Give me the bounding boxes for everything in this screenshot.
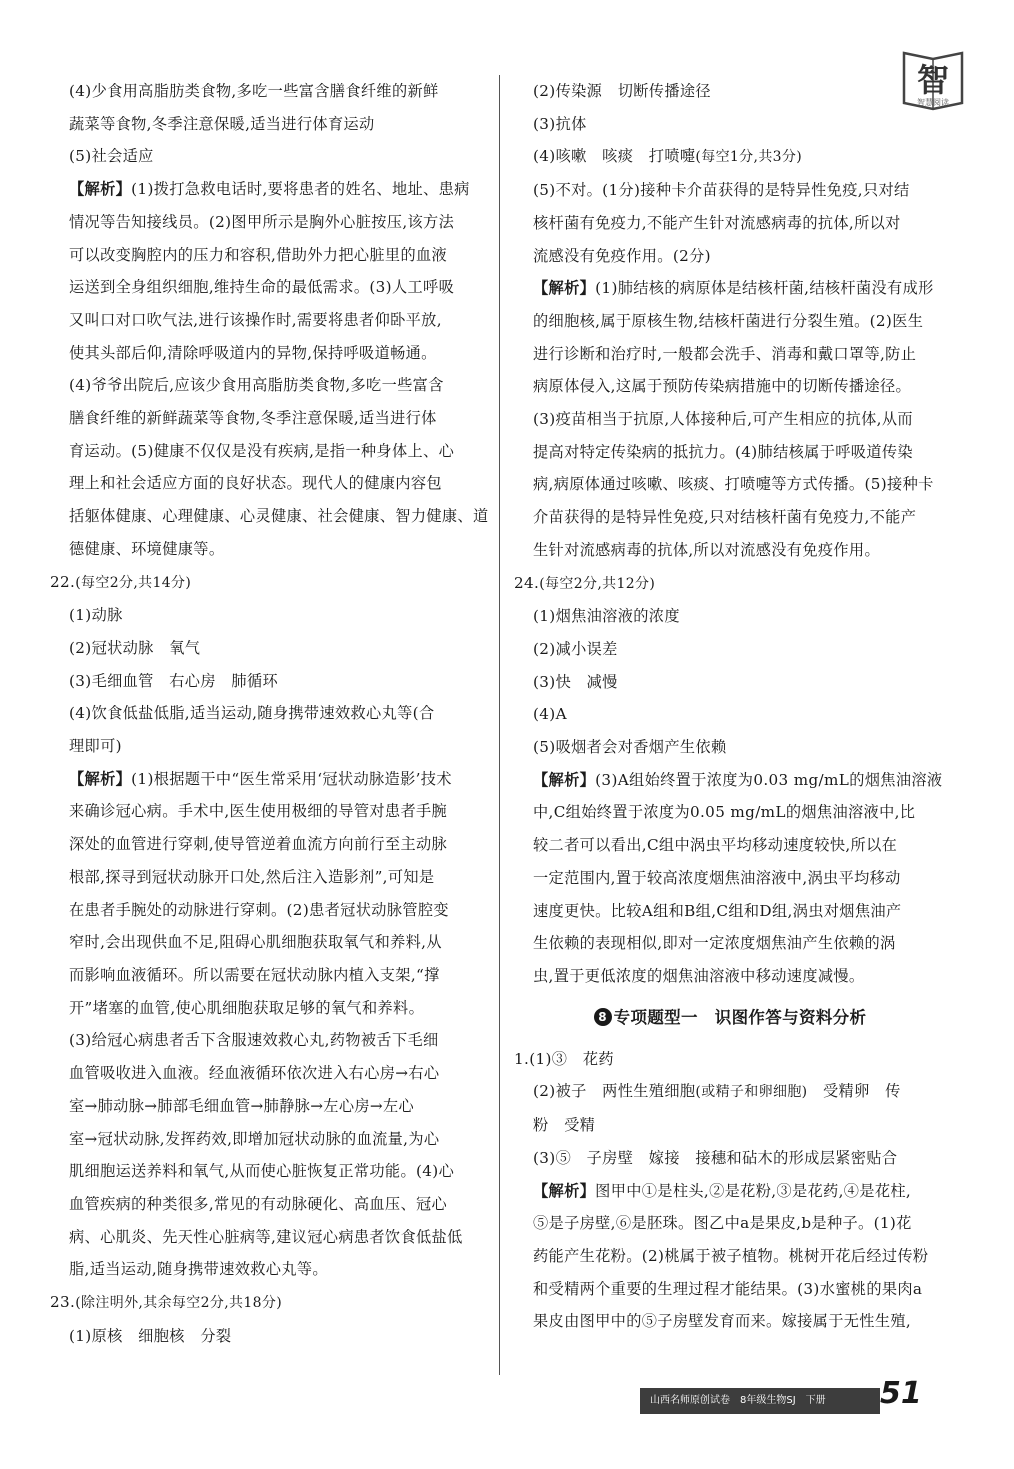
- text-line: [514, 436, 946, 469]
- line-text: (3)A组始终置于浓度为0.03 mg/mL的烟焦油溶液: [595, 770, 943, 789]
- text-line: [514, 305, 946, 338]
- line-text: 和受精两个重要的生理过程才能结果。(3)水蜜桃的果肉a: [533, 1279, 923, 1298]
- text-line: [514, 240, 946, 273]
- text-line: [50, 959, 490, 992]
- line-text: 来确诊冠心病。手术中,医生使用极细的导管对患者手腕: [69, 802, 448, 821]
- analysis-tag: 【解析】: [69, 180, 132, 199]
- line-text: (5)吸烟者会对香烟产生依赖: [533, 738, 727, 757]
- line-text: 室→肺动脉→肺部毛细血管→肺静脉→左心房→左心: [69, 1096, 415, 1115]
- analysis-tag: 【解析】: [533, 279, 596, 298]
- text-line: [514, 1142, 946, 1175]
- line-text: 介苗获得的是特异性免疫,只对结核杆菌有免疫力,不能产: [533, 508, 917, 527]
- line-text: 深处的血管进行穿刺,使导管逆着血流方向前行至主动脉: [69, 835, 448, 854]
- line-text: (4)A: [533, 705, 567, 724]
- line-text: 肌细胞运送养料和氧气,从而使心脏恢复正常功能。(4)心: [69, 1162, 455, 1181]
- line-text: 室→冠状动脉,发挥药效,即增加冠状动脉的血流量,为心: [69, 1129, 440, 1148]
- text-line: [514, 174, 946, 207]
- line-text: (2)传染源 切断传播途径: [533, 82, 711, 100]
- line-text: 在患者手腕处的动脉进行穿刺。(2)患者冠状动脉管腔变: [69, 900, 449, 919]
- line-text: 生针对流感病毒的抗体,所以对流感没有免疫作用。: [533, 540, 881, 559]
- text-line: [514, 862, 946, 895]
- text-line: [514, 1240, 946, 1273]
- line-text: 的细胞核,属于原核生物,结核杆菌进行分裂生殖。(2)医生: [533, 311, 924, 330]
- text-line: [514, 1207, 946, 1240]
- line-text: 速度更快。比较A组和B组,C组和D组,涡虫对烟焦油产: [533, 901, 902, 920]
- line-text: 进行诊断和治疗时,一般都会洗手、消毒和戴口罩等,防止: [533, 344, 917, 363]
- text-line: [514, 829, 946, 862]
- text-line: [514, 796, 946, 829]
- text-line: [50, 467, 490, 500]
- text-line: [514, 1075, 946, 1109]
- line-text: 虫,置于更低浓度的烟焦油溶液中移动速度减慢。: [533, 966, 865, 985]
- text-line: [50, 795, 490, 828]
- score-note: (每空1分,共3分): [695, 149, 803, 166]
- line-text: 一定范围内,置于较高浓度烟焦油溶液中,涡虫平均移动: [533, 868, 901, 887]
- text-line: [50, 337, 490, 370]
- line-text: (3)快 减慢: [533, 672, 618, 691]
- text-line: [50, 533, 490, 566]
- text-line: [50, 140, 490, 173]
- line-text: 又叫口对口吹气法,进行该操作时,需要将患者仰卧平放,: [69, 310, 442, 329]
- line-text: 血管吸收进入血液。经血液循环依次进入右心房→右心: [69, 1064, 440, 1083]
- line-text: (1)拨打急救电话时,要将患者的姓名、地址、患病: [131, 180, 470, 199]
- text-line: [50, 402, 490, 435]
- text-line: [514, 1109, 946, 1142]
- text-line: [50, 1057, 490, 1090]
- section-number-badge: 8: [594, 1008, 612, 1026]
- text-line: [50, 1221, 490, 1254]
- right-column: [514, 75, 946, 1338]
- line-text: 血管疾病的种类很多,常见的有动脉硬化、高血压、冠心: [69, 1194, 448, 1213]
- text-line: [50, 665, 490, 698]
- line-text: (1)原核 细胞核 分裂: [69, 1326, 232, 1345]
- line-text: 生依赖的表现相似,即对一定浓度烟焦油产生依赖的涡: [533, 934, 896, 953]
- line-text: 根部,探寻到冠状动脉开口处,然后注入造影剂”,可知是: [69, 867, 435, 886]
- text-line: [514, 567, 946, 601]
- text-line: [514, 108, 946, 141]
- text-line: [50, 1320, 490, 1353]
- score-note: (每空2分,共12分): [539, 575, 656, 592]
- page-number: 51: [880, 1376, 922, 1411]
- text-line: [50, 271, 490, 304]
- line-text: 使其头部后仰,清除呼吸道内的异物,保持呼吸道畅通。: [69, 343, 437, 362]
- line-text: 育运动。(5)健康不仅仅是没有疾病,是指一种身体上、心: [69, 441, 455, 460]
- line-text: (2)减小误差: [533, 639, 618, 658]
- line-text: (5)社会适应: [69, 147, 154, 166]
- text-line: [50, 894, 490, 927]
- text-line: [50, 304, 490, 337]
- line-text: (3)抗体: [533, 114, 587, 133]
- section-title: 专项题型一 识图作答与资料分析: [613, 1007, 867, 1027]
- line-text: (3)给冠心病患者舌下含服速效救心丸,药物被舌下毛细: [69, 1031, 439, 1050]
- text-line: [50, 566, 490, 600]
- text-line: [50, 108, 490, 141]
- text-line: [514, 927, 946, 960]
- line-text: 病、心肌炎、先天性心脏病等,建议冠心病患者饮食低盐低: [69, 1227, 463, 1246]
- line-text: (4)咳嗽 咳痰 打喷嚏: [533, 147, 696, 166]
- line-text: (1)烟焦油溶液的浓度: [533, 607, 680, 626]
- line-text: ⑤是子房壁,⑥是胚珠。图乙中a是果皮,b是种子。(1)花: [533, 1214, 912, 1233]
- left-column: [50, 75, 490, 1352]
- text-line: [50, 697, 490, 730]
- line-text: (5)不对。(1分)接种卡介苗获得的是特异性免疫,只对结: [533, 181, 910, 200]
- line-text-continued: 受精卵 传: [807, 1082, 901, 1101]
- text-line: [50, 632, 490, 665]
- line-text: 窄时,会出现供血不足,阻碍心肌细胞获取氧气和养料,从: [69, 933, 442, 952]
- analysis-tag: 【解析】: [533, 1181, 596, 1200]
- line-text: (3)⑤ 子房壁 嫁接 接穗和砧木的形成层紧密贴合: [533, 1148, 898, 1167]
- text-line: [50, 173, 490, 206]
- line-text: (3)毛细血管 右心房 肺循环: [69, 671, 279, 690]
- text-line: [514, 338, 946, 371]
- text-line: [50, 75, 490, 108]
- line-text: 提高对特定传染病的抵抗力。(4)肺结核属于呼吸道传染: [533, 442, 913, 461]
- score-note: (每空2分,共14分): [75, 574, 192, 591]
- line-text: 德健康、环境健康等。: [69, 539, 225, 558]
- line-text: 1.(1)③ 花药: [514, 1049, 614, 1068]
- text-line: [50, 206, 490, 239]
- text-line: [514, 698, 946, 731]
- text-line: [514, 501, 946, 534]
- line-text: 中,C组始终置于浓度为0.05 mg/mL的烟焦油溶液中,比: [533, 803, 916, 822]
- text-line: [50, 730, 490, 763]
- text-line: [50, 861, 490, 894]
- line-text: (1)动脉: [69, 606, 123, 625]
- text-line: [50, 1188, 490, 1221]
- line-text: (4)爷爷出院后,应该少食用高脂肪类食物,多吃一些富含: [69, 376, 444, 395]
- logo-glyph: 智: [916, 61, 950, 99]
- line-text: 运送到全身组织细胞,维持生命的最低需求。(3)人工呼吸: [69, 278, 455, 297]
- line-text: 理即可): [69, 737, 122, 756]
- text-line: [514, 600, 946, 633]
- line-text: 可以改变胸腔内的压力和容积,借助外力把心脏里的血液: [69, 245, 448, 264]
- footer-banner: [640, 1388, 880, 1414]
- line-text: (2)冠状动脉 氧气: [69, 638, 201, 657]
- logo-caption: 智慧阅读: [917, 98, 949, 107]
- score-note: (或精子和卵细胞): [695, 1084, 808, 1101]
- footer-text: 山西名师原创试卷 8年级生物SJ 下册: [650, 1395, 826, 1406]
- text-line: [514, 468, 946, 501]
- text-line: [50, 1024, 490, 1057]
- line-text: 病,病原体通过咳嗽、咳痰、打喷嚏等方式传播。(5)接种卡: [533, 475, 934, 494]
- line-text: 病原体侵入,这属于预防传染病措施中的切断传播途径。: [533, 377, 912, 396]
- text-line: [50, 1286, 490, 1320]
- text-line: [514, 1273, 946, 1306]
- line-text: 理上和社会适应方面的良好状态。现代人的健康内容包: [69, 474, 442, 493]
- line-text: 图甲中①是柱头,②是花粉,③是花药,④是花柱,: [595, 1181, 912, 1200]
- text-line: [514, 534, 946, 567]
- line-text: (4)少食用高脂肪类食物,多吃一些富含膳食纤维的新鲜: [69, 82, 439, 100]
- text-line: [50, 1123, 490, 1156]
- line-text: 果皮由图甲中的⑤子房壁发育而来。嫁接属于无性生殖,: [533, 1312, 912, 1331]
- text-line: [50, 1090, 490, 1123]
- line-text: 22.: [50, 572, 76, 591]
- text-line: [514, 666, 946, 699]
- line-text: (3)疫苗相当于抗原,人体接种后,可产生相应的抗体,从而: [533, 410, 913, 429]
- line-text: 较二者可以看出,C组中涡虫平均移动速度较快,所以在: [533, 836, 898, 855]
- text-line: [514, 403, 946, 436]
- text-line: [50, 239, 490, 272]
- text-line: [514, 764, 946, 797]
- line-text: (1)肺结核的病原体是结核杆菌,结核杆菌没有成形: [595, 279, 934, 298]
- text-line: [514, 633, 946, 666]
- line-text: 脂,适当运动,随身携带速效救心丸等。: [69, 1260, 328, 1279]
- line-text: 粉 受精: [533, 1116, 596, 1135]
- line-text: 开”堵塞的血管,使心肌细胞获取足够的氧气和养料。: [69, 998, 425, 1017]
- line-text: 膳食纤维的新鲜蔬菜等食物,冬季注意保暖,适当进行体: [69, 409, 437, 428]
- text-line: [514, 960, 946, 993]
- line-text: 23.: [50, 1293, 76, 1312]
- text-line: [50, 926, 490, 959]
- line-text: 药能产生花粉。(2)桃属于被子植物。桃树开花后经过传粉: [533, 1246, 929, 1265]
- section-heading: [514, 1002, 946, 1034]
- text-line: [50, 500, 490, 533]
- text-line: [50, 1155, 490, 1188]
- text-line: [50, 1253, 490, 1286]
- line-text: 流感没有免疫作用。(2分): [533, 246, 711, 265]
- text-line: [50, 828, 490, 861]
- text-line: [50, 599, 490, 632]
- analysis-tag: 【解析】: [533, 770, 596, 789]
- line-text: 而影响血液循环。所以需要在冠状动脉内植入支架,“撑: [69, 965, 440, 984]
- line-text: 24.: [514, 573, 540, 592]
- text-line: [514, 1043, 946, 1076]
- text-line: [514, 1305, 946, 1338]
- line-text: 蔬菜等食物,冬季注意保暖,适当进行体育运动: [69, 114, 375, 133]
- line-text: 括躯体健康、心理健康、心灵健康、社会健康、智力健康、道: [69, 507, 489, 526]
- text-line: [50, 763, 490, 796]
- text-line: [514, 1175, 946, 1208]
- text-line: [50, 992, 490, 1025]
- line-text: (2)被子 两性生殖细胞: [533, 1082, 696, 1101]
- line-text: 核杆菌有免疫力,不能产生针对流感病毒的抗体,所以对: [533, 213, 901, 232]
- text-line: [514, 75, 946, 108]
- line-text: (4)饮食低盐低脂,适当运动,随身携带速效救心丸等(合: [69, 704, 435, 723]
- score-note: (除注明外,其余每空2分,共18分): [75, 1295, 283, 1312]
- text-line: [514, 207, 946, 240]
- analysis-tag: 【解析】: [69, 769, 132, 788]
- text-line: [514, 370, 946, 403]
- column-divider: [499, 75, 500, 1375]
- text-line: [50, 369, 490, 402]
- line-text: 情况等告知接线员。(2)图甲所示是胸外心脏按压,该方法: [69, 212, 455, 231]
- text-line: [514, 272, 946, 305]
- text-line: [514, 731, 946, 764]
- text-line: [50, 435, 490, 468]
- line-text: (1)根据题干中“医生常采用‘冠状动脉造影’技术: [131, 769, 452, 788]
- text-line: [514, 895, 946, 928]
- text-line: [514, 140, 946, 174]
